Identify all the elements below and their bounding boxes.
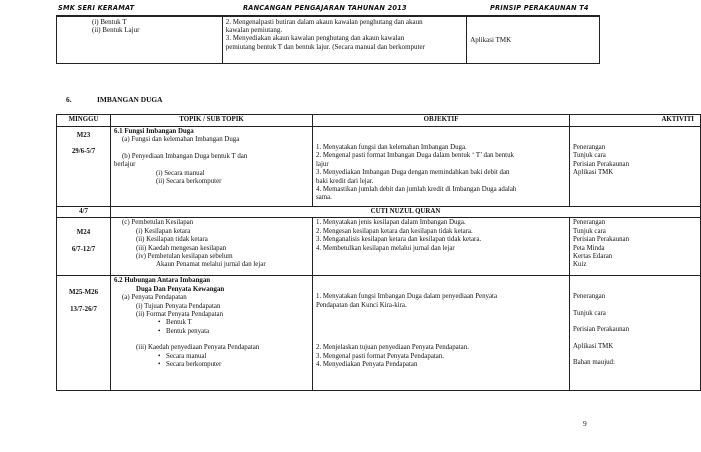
table-row — [57, 127, 701, 207]
continued-objective-cell: 2. Mengenalpasti butiran dalam akaun kawalan penghutang dan akaun kawalan pemiutang. 3. Menyediakan akaun kawalan penghutang dan akaun kawalan pemiutang bentuk T dan bentuk lajur. (Secara manual dan berkomputer — [222, 17, 467, 64]
activity-cell: Penerangan Tunjuk cara Perisian Perakaunan Aplikasi TMK — [570, 127, 701, 207]
school-name: SMK SERI KERAMAT — [58, 4, 135, 12]
week-cell: M25-M26 13/7-26/7 — [57, 276, 111, 391]
continued-table — [56, 16, 600, 64]
table-row — [57, 218, 701, 276]
week-cell: M24 6/7-12/7 — [57, 218, 111, 276]
objective-cell: 1. Menyatakan jenis kesilapan dalam Imbangan Duga. 2. Mengesan kesilapan ketara dan kesilapan tidak ketara. 3. Menganalisis kesilapan ketara dan kesilapan tidak ketara. 4. Membetulkan kesilapan melalui jurnal dan lejar — [313, 218, 570, 276]
list-item: • Secara berkomputer — [114, 361, 309, 369]
list-item: • Bentuk penyata — [114, 328, 309, 336]
table-row — [57, 276, 701, 391]
table-header-row — [57, 115, 701, 127]
topic-cell: 6.2 Hubungan Antara Imbangan Duga Dan Penyata Kewangan (a) Penyata Pendapatan (i) Tujuan Penyata Pendapatan (ii) Format Penyata Pendapatan • Bentuk T • Bentuk penyata (iii) Kaedah penyediaan Penyata Pendapatan • Secara manual • Secara berkomputer — [111, 276, 313, 391]
topic-cell: (c) Pembetulan Kesilapan (i) Kesilapan ketara (ii) Kesilapan tidak ketara (iii) Kaedah mengesan kesilapan (iv) Pembetulan kesilapan sebelum Akaun Penamat melalui jurnal dan lejar — [111, 218, 313, 276]
activity-cell: Penerangan Tunjuk cara Perisian Perakaunan Aplikasi TMK Bahan maujud: — [570, 276, 701, 391]
page-number: 9 — [583, 419, 587, 428]
objective-cell: 1. Menyatakan fungsi dan kelemahan Imbangan Duga. 2. Mengenal pasti format Imbangan Duga dalam bentuk ‘ T’ dan bentuk lajur 3. Menyediakan Imbangan Duga dengan memindahkan baki debit dan baki kredit dari lejar. 4. Memastikan jumlah debit dan jumlah kredit di Imbangan Duga adalah sama. — [313, 127, 570, 207]
document-title: RANCANGAN PENGAJARAN TAHUNAN 2013 — [243, 4, 407, 12]
header-aktiviti: AKTIVITI — [570, 115, 701, 127]
section-title: IMBANGAN DUGA — [97, 95, 163, 104]
header-minggu: MINGGU — [57, 115, 111, 127]
list-item: • Bentuk T — [114, 319, 309, 327]
activity-cell: Penerangan Tunjuk cara Perisian Perakaunan Peta Minda Kertas Edaran Kuiz — [570, 218, 701, 276]
lesson-plan-table — [56, 114, 701, 391]
subject-name: PRINSIP PERAKAUNAN T4 — [490, 4, 589, 12]
continued-activity-cell: Aplikasi TMK — [467, 17, 600, 64]
objective-cell: 1. Menyatakan fungsi Imbangan Duga dalam penyediaan Penyata Pendapatan dan Kunci Kira-kira. 2. Menjelaskan tujuan penyediaan Penyata Pendapatan. 3. Mengenal pasti format Penyata Pendapatan. 4. Menyediakan Penyata Pendapatan — [313, 276, 570, 391]
table-row — [57, 207, 701, 218]
list-item: • Secara manual — [114, 353, 309, 361]
week-cell: M23 29/6-5/7 — [57, 127, 111, 207]
holiday-cell: CUTI NUZUL QURAN — [111, 207, 701, 218]
section-number: 6. — [66, 95, 72, 104]
continued-topic-cell: (i) Bentuk T (ii) Bentuk Lajur — [57, 17, 215, 64]
topic-cell: 6.1 Fungsi Imbangan Duga (a) Fungsi dan kelemahan Imbangan Duga (b) Penyediaan Imbangan Duga bentuk T dan berlajur (i) Secara manual (ii) Secara berkomputer — [111, 127, 313, 207]
header-objektif: OBJEKTIF — [313, 115, 570, 127]
header-topik: TOPIK / SUB TOPIK — [111, 115, 313, 127]
week-cell: 4/7 — [57, 207, 111, 218]
